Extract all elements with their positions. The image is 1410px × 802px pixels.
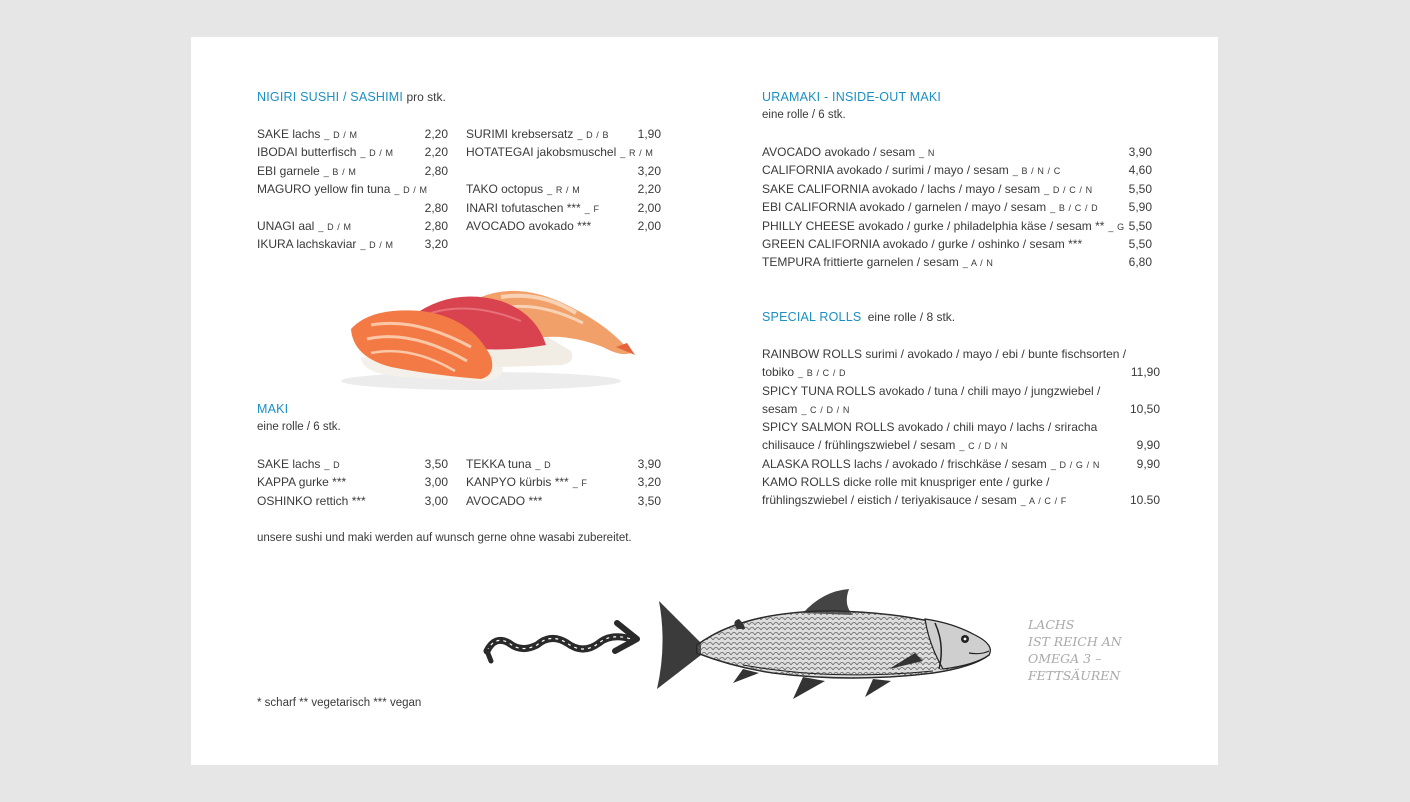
menu-item	[762, 143, 935, 162]
item-name: MAGURO yellow fin tuna	[257, 182, 391, 197]
menu-item	[466, 492, 546, 511]
menu-item	[466, 180, 580, 199]
special-item-line: SPICY TUNA ROLLS avokado / tuna / chili mayo / jungzwiebel /	[762, 384, 1101, 398]
item-name: frühlingszwiebel / eistich / teriyakisauce / sesam	[762, 493, 1017, 508]
item-allergens: _ D / M	[318, 222, 352, 232]
item-allergens: _ D	[535, 460, 552, 470]
nigiri-sushi-image	[331, 277, 641, 395]
item-name: IBODAI butterfisch	[257, 145, 357, 160]
item-allergens: _ D / G / N	[1050, 460, 1100, 470]
menu-item	[257, 199, 261, 218]
special-title: SPECIAL ROLLS	[762, 310, 862, 324]
special-item-line: KAMO ROLLS dicke rolle mit knuspriger ente / gurke /	[762, 475, 1050, 489]
item-name: SAKE lachs	[257, 457, 321, 471]
item-name: sesam	[762, 402, 798, 417]
diet-legend: * scharf ** vegetarisch *** vegan	[257, 697, 422, 709]
item-name: HOTATEGAI jakobsmuschel	[466, 145, 617, 160]
omega-callout	[1028, 616, 1122, 684]
callout-line: LACHS	[1028, 617, 1075, 632]
item-name: SURIMI krebsersatz	[466, 127, 574, 141]
menu-item	[762, 253, 993, 272]
item-price: 2,00	[637, 200, 661, 215]
menu-item	[466, 473, 588, 492]
maki-title: MAKI	[257, 402, 289, 416]
item-allergens: _ D / M	[394, 185, 428, 196]
item-price: 3,90	[1128, 145, 1152, 159]
item-name: AVOCADO avokado / sesam	[762, 145, 916, 159]
menu-item	[257, 217, 352, 236]
item-name: SAKE CALIFORNIA avokado / lachs / mayo / sesam	[762, 181, 1041, 196]
nigiri-title: NIGIRI SUSHI / SASHIMI	[257, 90, 404, 104]
item-price: 2,80	[424, 219, 448, 233]
item-name: TAKO octopus	[466, 182, 544, 197]
item-name: UNAGI aal	[257, 219, 315, 233]
item-price: 9,90	[1136, 438, 1160, 453]
item-price: 2,20	[424, 127, 448, 141]
item-price: 11,90	[1130, 365, 1160, 380]
menu-item	[762, 161, 1061, 180]
item-price: 6,80	[1128, 255, 1152, 270]
item-allergens: _ B / C / D	[1050, 203, 1099, 214]
item-allergens: _ B / C / D	[798, 368, 847, 379]
menu-item	[257, 492, 370, 511]
callout-line: IST REICH AN	[1028, 634, 1122, 649]
item-allergens: _ A / C / F	[1020, 496, 1067, 507]
menu-item	[466, 199, 600, 218]
menu-item	[257, 235, 394, 254]
item-price: 4,60	[1128, 163, 1152, 178]
item-price: 2,20	[637, 182, 661, 197]
item-price: 3,50	[424, 457, 448, 471]
wavy-arrow-icon	[481, 613, 641, 665]
item-price: 9,90	[1136, 457, 1160, 471]
item-price: 2,20	[424, 145, 448, 160]
menu-item	[762, 235, 1086, 254]
item-name: INARI tofutaschen ***	[466, 200, 581, 215]
item-name: KAPPA gurke ***	[257, 475, 347, 490]
item-price: 3,90	[637, 457, 661, 471]
salmon-fish-image	[653, 585, 997, 711]
item-price: 3,20	[637, 163, 661, 178]
special-item-line: SPICY SALMON ROLLS avokado / chili mayo / lachs / sriracha	[762, 420, 1098, 434]
menu-page	[191, 37, 1218, 765]
item-allergens: _ F	[584, 203, 600, 214]
special-item	[762, 455, 1100, 474]
item-allergens: _ G	[1108, 221, 1125, 232]
uramaki-subtitle: eine rolle / 6 stk.	[762, 109, 846, 121]
item-allergens: _ A / N	[962, 258, 994, 269]
special-suffix: eine rolle / 8 stk.	[867, 310, 956, 324]
menu-item	[466, 143, 653, 162]
wasabi-note: unsere sushi und maki werden auf wunsch gerne ohne wasabi zubereitet.	[257, 532, 632, 544]
callout-line: FETTSÄUREN	[1028, 668, 1121, 683]
special-item	[762, 363, 846, 382]
item-allergens: _ D	[324, 460, 341, 470]
callout-line: OMEGA 3 –	[1028, 651, 1102, 666]
item-name: GREEN CALIFORNIA avokado / gurke / oshinko / sesam ***	[762, 237, 1083, 251]
item-allergens: _ C / D / N	[801, 405, 850, 416]
item-allergens: _ F	[572, 478, 588, 489]
menu-item	[257, 180, 428, 199]
menu-item	[257, 162, 356, 181]
item-name: PHILLY CHEESE avokado / gurke / philadelphia käse / sesam **	[762, 218, 1105, 233]
item-allergens: _ R / M	[620, 148, 654, 159]
item-allergens: _ D / M	[360, 240, 394, 251]
menu-item	[762, 198, 1098, 217]
item-allergens: _ D / M	[324, 130, 358, 140]
item-price: 5,50	[1128, 181, 1152, 196]
item-price: 3,20	[637, 475, 661, 490]
menu-item	[762, 180, 1093, 199]
special-item	[762, 436, 1008, 455]
item-name: AVOCADO ***	[466, 493, 543, 508]
special-item-line: RAINBOW ROLLS surimi / avokado / mayo / ebi / bunte fischsorten /	[762, 347, 1127, 361]
uramaki-title: URAMAKI - INSIDE-OUT MAKI	[762, 90, 942, 104]
item-price: 3,00	[424, 493, 448, 508]
special-item	[762, 491, 1067, 510]
item-price: 2,80	[424, 163, 448, 178]
item-price: 2,00	[637, 219, 661, 233]
item-name: TEKKA tuna	[466, 457, 532, 471]
item-name: tobiko	[762, 365, 795, 380]
item-price: 5,50	[1128, 218, 1152, 233]
item-price: 5,90	[1128, 200, 1152, 215]
item-name: IKURA lachskaviar	[257, 237, 357, 252]
item-name: EBI garnele	[257, 163, 320, 178]
item-name: OSHINKO rettich ***	[257, 493, 366, 508]
menu-item	[257, 455, 340, 474]
menu-item	[257, 143, 394, 162]
item-name: TEMPURA frittierte garnelen / sesam	[762, 255, 959, 270]
item-name: chilisauce / frühlingszwiebel / sesam	[762, 438, 956, 453]
menu-item	[762, 217, 1125, 236]
item-name: KANPYO kürbis ***	[466, 475, 569, 490]
item-price: 10,50	[1129, 402, 1160, 417]
item-allergens: _ B / N / C	[1012, 166, 1061, 177]
menu-item	[257, 473, 350, 492]
item-allergens: _ D / M	[360, 148, 394, 159]
menu-item	[257, 125, 358, 144]
item-name: CALIFORNIA avokado / surimi / mayo / sesam	[762, 163, 1009, 178]
item-allergens: _ B / M	[323, 166, 357, 177]
item-name: ALASKA ROLLS lachs / avokado / frischkäse / sesam	[762, 457, 1047, 471]
item-price: 2,80	[424, 200, 448, 215]
menu-item	[466, 162, 470, 181]
item-price: 3,00	[424, 475, 448, 490]
item-name: SAKE lachs	[257, 127, 321, 141]
special-heading	[762, 308, 955, 326]
item-allergens: _ D / B	[577, 130, 610, 140]
item-price: 10.50	[1129, 493, 1160, 508]
item-price: 1,90	[637, 127, 661, 141]
item-allergens: _ C / D / N	[959, 441, 1009, 452]
item-price: 3,20	[424, 237, 448, 252]
item-allergens: _ R / M	[547, 185, 581, 196]
menu-item	[466, 455, 551, 474]
nigiri-heading	[257, 88, 446, 106]
special-item	[762, 400, 850, 419]
item-allergens: _ N	[919, 148, 935, 158]
item-price: 5,50	[1128, 237, 1152, 251]
item-name: EBI CALIFORNIA avokado / garnelen / mayo / sesam	[762, 200, 1047, 215]
menu-item	[466, 217, 595, 236]
item-name: AVOCADO avokado ***	[466, 219, 592, 233]
item-price: 3,50	[637, 493, 661, 508]
item-allergens: _ D / C / N	[1044, 184, 1093, 195]
menu-item	[466, 125, 609, 144]
maki-subtitle: eine rolle / 6 stk.	[257, 421, 341, 433]
nigiri-suffix: pro stk.	[406, 90, 446, 104]
